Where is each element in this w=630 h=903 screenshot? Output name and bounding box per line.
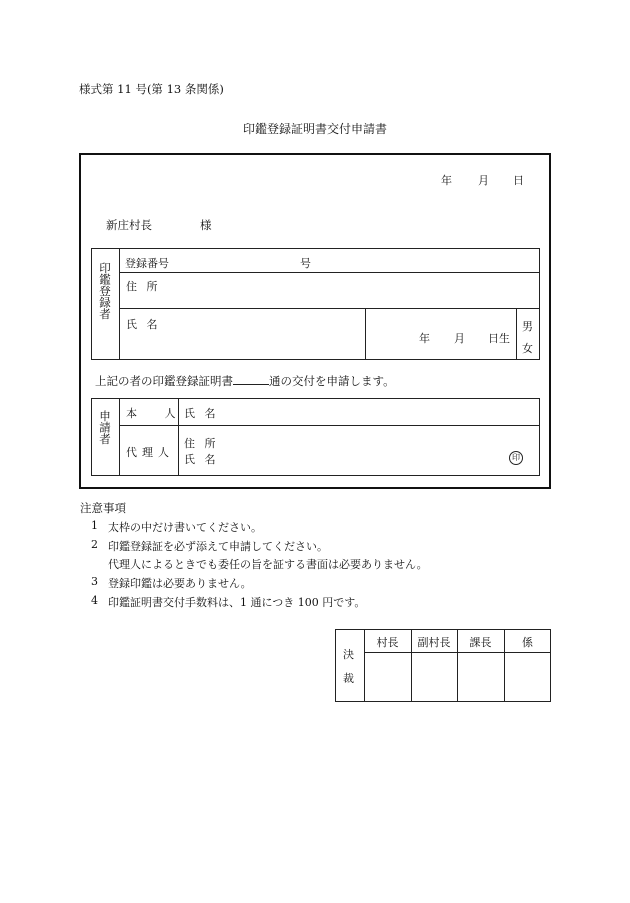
birth-day-label: 日生 (488, 332, 510, 345)
registrant-name-label: 氏 名 (126, 318, 158, 331)
registrant-divider (119, 248, 120, 360)
seal-mark-icon: 印 (509, 451, 523, 465)
approval-column-header: 副村長 (417, 636, 451, 649)
registrant-section-label: 印鑑登録者 (98, 262, 112, 320)
approval-label-top: 決 (343, 648, 354, 661)
self-label: 本 人 (126, 407, 176, 420)
self-name-label: 氏 名 (184, 407, 216, 420)
row-divider (119, 425, 540, 426)
birth-year-label: 年 (419, 332, 430, 345)
note-text: 印鑑証明書交付手数料は、1 通につき 100 円です。 (108, 596, 366, 609)
approval-header-divider (364, 652, 551, 653)
note-number: 4 (91, 594, 98, 607)
date-month-label: 月 (478, 174, 489, 187)
approval-column-header: 村長 (376, 636, 399, 649)
note-number: 3 (91, 575, 98, 588)
note-number: 1 (91, 519, 98, 532)
request-statement-suffix: 通の交付を申請します。 (269, 374, 395, 388)
col-divider (365, 308, 366, 360)
col-divider (516, 308, 517, 360)
registration-number-suffix: 号 (300, 257, 311, 270)
applicant-divider (119, 398, 120, 476)
copies-blank[interactable] (233, 373, 269, 385)
notes-heading: 注意事項 (80, 501, 126, 515)
sex-male-option[interactable]: 男 (522, 320, 533, 333)
approval-label-bottom: 裁 (343, 672, 354, 685)
applicant-divider (178, 398, 179, 476)
addressee: 新庄村長 (106, 218, 152, 232)
note-number: 2 (91, 538, 98, 551)
registration-number-label: 登録番号 (125, 257, 169, 270)
proxy-address-label: 住 所 (184, 437, 216, 450)
sex-female-option[interactable]: 女 (522, 342, 533, 355)
date-year-label: 年 (441, 174, 452, 187)
request-statement (95, 373, 395, 389)
form-title: 印鑑登録証明書交付申請書 (242, 122, 387, 136)
form-number: 様式第 11 号(第 13 条関係) (79, 82, 224, 96)
request-statement-prefix: 上記の者の印鑑登録証明書 (95, 374, 233, 388)
note-text: 登録印鑑は必要ありません。 (108, 577, 252, 590)
date-day-label: 日 (513, 174, 524, 187)
birth-month-label: 月 (454, 332, 465, 345)
approval-column-header: 課長 (469, 636, 492, 649)
row-divider (119, 308, 540, 309)
registrant-address-label: 住 所 (126, 280, 158, 293)
proxy-name-label: 氏 名 (184, 453, 216, 466)
row-divider (119, 272, 540, 273)
approval-column-header: 係 (522, 636, 533, 649)
note-text: 太枠の中だけ書いてください。 (108, 521, 262, 534)
proxy-label: 代理人 (126, 446, 174, 459)
applicant-section-label: 申請者 (98, 410, 112, 445)
honorific: 様 (200, 218, 212, 232)
note-text: 印鑑登録証を必ず添えて申請してください。 (108, 540, 328, 553)
note-subtext: 代理人によるときでも委任の旨を証する書面は必要ありません。 (108, 558, 428, 571)
